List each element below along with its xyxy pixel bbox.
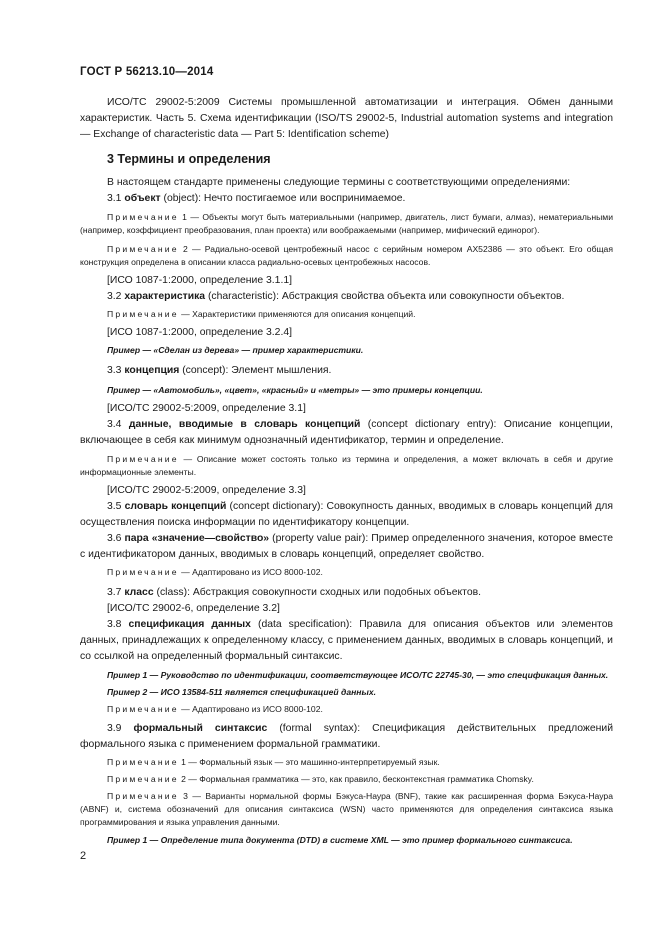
reference-paragraph: ИСО/ТС 29002-5:2009 Системы промышленной автоматизации и интеграция. Обмен данными характеристик. Часть 5. Схема идентификации (ISO/TS 29002-5, Industrial automation systems and integration — Exchange of characteristic data — Part 5: Identification scheme) xyxy=(80,97,613,140)
source-3-3: [ИСО/ТС 29002-5:2009, определение 3.1] xyxy=(107,403,306,414)
example-3-9: Пример 1 — Определение типа документа (DTD) в системе XML — это пример формального синтаксиса. xyxy=(107,835,573,845)
source-3-4: [ИСО/ТС 29002-5:2009, определение 3.3] xyxy=(107,485,306,496)
source-3-2: [ИСО 1087-1:2000, определение 3.2.4] xyxy=(107,327,293,338)
example-3-8-2: Пример 2 — ИСО 13584-511 является спецификацией данных. xyxy=(107,687,376,697)
note-3-1-1: Примечание 1 — Объекты могут быть материальными (например, двигатель, лист бумаги, алмаз), нематериальными (например, коэффициент преобразования, план проекта) или воображаемыми (например, мифический единорог). xyxy=(80,212,613,235)
term-3-8: 3.8 спецификация данных (data specification): Правила для описания объектов или элементов данных, принадлежащих к определенному классу, с применением данных, вводимых в словарь концепций, и со ссылкой на определенный формальный синтаксис. xyxy=(80,619,613,662)
example-3-2: Пример — «Сделан из дерева» — пример характеристики. xyxy=(107,345,364,355)
terms-body xyxy=(80,175,613,847)
document-header: ГОСТ Р 56213.10—2014 xyxy=(80,66,214,78)
term-3-1: 3.1 объект (object): Нечто постигаемое или воспринимаемое. xyxy=(107,193,406,204)
reference-block xyxy=(80,95,613,143)
term-3-3: 3.3 концепция (concept): Элемент мышления. xyxy=(107,365,332,376)
example-3-8-1: Пример 1 — Руководство по идентификации, соответствующее ИСО/ТС 22745-30, — это спецификация данных. xyxy=(107,670,609,680)
note-3-9-3: Примечание 3 — Варианты нормальной формы Бэкуса-Наура (BNF), такие как расширенная форма Бэкуса-Наура (ABNF) и, система обозначений для описания синтаксиса (WSN) часто применяются для определения синтаксиса языка программирования и языка управления данными. xyxy=(80,791,613,827)
source-3-7: [ИСО/ТС 29002-6, определение 3.2] xyxy=(107,603,280,614)
example-3-3: Пример — «Автомобиль», «цвет», «красный» и «метры» — это примеры концепции. xyxy=(107,385,483,395)
note-3-9-1: Примечание 1 — Формальный язык — это машинно-интерпретируемый язык. xyxy=(107,757,440,767)
note-3-1-2: Примечание 2 — Радиально-осевой центробежный насос с серийным номером AX52386 — это объект. Его общая конструкция определена в описании класса радиально-осевых центробежных насосов. xyxy=(80,244,613,267)
term-3-9: 3.9 формальный синтаксис (formal syntax): Спецификация действительных предложений формального языка с применением формальной грамматики. xyxy=(80,723,613,750)
note-3-6: Примечание — Адаптировано из ИСО 8000-102. xyxy=(107,567,323,577)
note-3-2: Примечание — Характеристики применяются для описания концепций. xyxy=(107,309,416,319)
note-3-9-2: Примечание 2 — Формальная грамматика — это, как правило, бесконтекстная грамматика Chomsky. xyxy=(107,774,534,784)
note-3-4: Примечание — Описание может состоять только из термина и определения, а может включать в себя и другие информационные элементы. xyxy=(80,454,613,477)
term-3-7: 3.7 класс (class): Абстракция совокупности сходных или подобных объектов. xyxy=(107,587,482,598)
term-3-4: 3.4 данные, вводимые в словарь концепций (concept dictionary entry): Описание концепции, включающее в себя как минимум однозначный идентификатор, термин и определение. xyxy=(80,419,613,446)
term-3-2: 3.2 характеристика (characteristic): Абстракция свойства объекта или совокупности объектов. xyxy=(107,291,565,302)
intro-paragraph: В настоящем стандарте применены следующие термины с соответствующими определениями: xyxy=(107,177,571,188)
term-3-5: 3.5 словарь концепций (concept dictionary): Совокупность данных, вводимых в словарь концепций для осуществления поиска информации по идентификатору концепции. xyxy=(80,501,614,528)
section-title: 3 Термины и определения xyxy=(107,152,271,166)
term-3-6: 3.6 пара «значение—свойство» (property value pair): Пример определенного значения, которое вместе с идентификатором данных, вводимых в словарь концепций, определяет свойство. xyxy=(80,533,613,560)
source-3-1: [ИСО 1087-1:2000, определение 3.1.1] xyxy=(107,275,293,286)
note-3-8: Примечание — Адаптировано из ИСО 8000-102. xyxy=(107,704,323,714)
page-number: 2 xyxy=(80,850,87,862)
